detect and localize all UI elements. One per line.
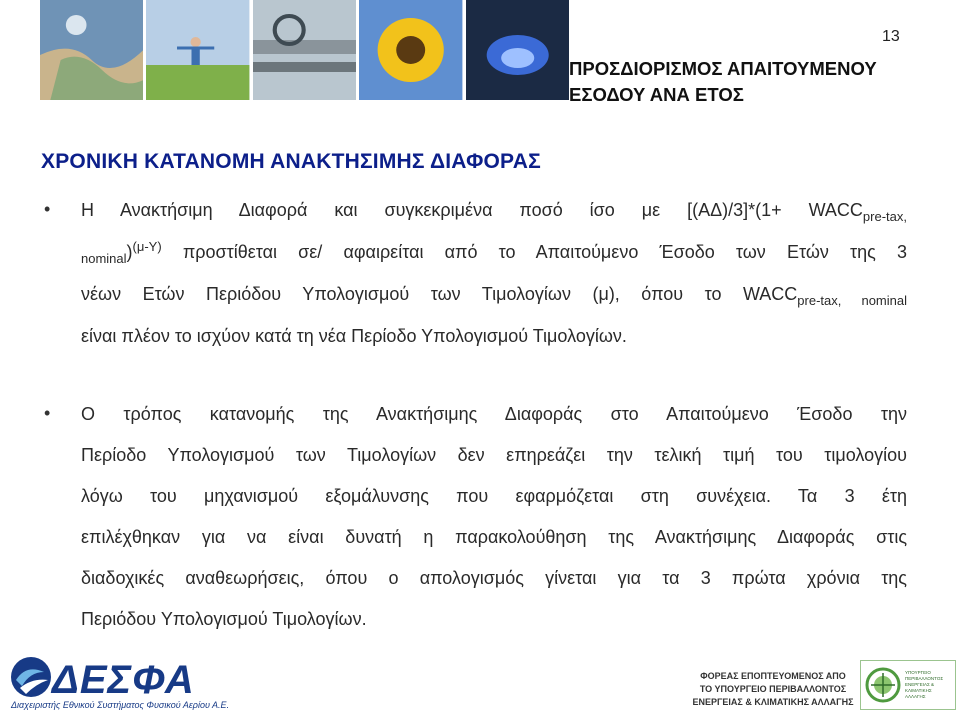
photo-coastline	[40, 0, 143, 100]
desfa-tagline: Διαχειριστής Εθνικού Συστήματος Φυσικού Αερίου Α.Ε.	[11, 700, 230, 710]
photo-child-field	[146, 0, 249, 100]
ministry-caption: ΥΠΟΥΡΓΕΙΟ ΠΕΡΙΒΑΛΛΟΝΤΟΣ ΕΝΕΡΓΕΙΑΣ & ΚΛΙΜΑΤΙΚΗΣ ΑΛΛΑΓΗΣ	[905, 670, 944, 699]
page-title-line2: ΕΣΟΔΟΥ ΑΝΑ ΕΤΟΣ	[569, 84, 744, 105]
regulator-line: ΦΟΡΕΑΣ ΕΠΟΠΤΕΥΟΜΕΝΟΣ ΑΠΟ	[700, 671, 846, 681]
paragraph1-line3: νέων Ετών Περιόδου Υπολογισμού των Τιμολογίων (μ), όπου το $WACC_{pre-tax, nominal}$	[81, 284, 907, 308]
bullet-marker: •	[44, 199, 51, 219]
desfa-logo	[8, 654, 230, 716]
paragraph1-line4: είναι πλέον το ισχύον κατά τη νέα Περίοδο Υπολογισμού Τιμολογίων.	[81, 326, 627, 346]
section-title: ΧΡΟΝΙΚΗ ΚΑΤΑΝΟΜΗ ΑΝΑΚΤΗΣΙΜΗΣ ΔΙΑΦΟΡΑΣ	[41, 150, 541, 173]
regulator-line: ΕΝΕΡΓΕΙΑΣ & ΚΛΙΜΑΤΙΚΗΣ ΑΛΛΑΓΗΣ	[692, 697, 854, 707]
paragraph2-line: Ο τρόπος κατανομής της Ανακτήσιμης Διαφοράς στο Απαιτούμενο Έσοδο την	[81, 404, 907, 424]
regulator-caption	[688, 670, 858, 709]
page-title	[569, 56, 949, 108]
paragraph-allocation-method	[81, 394, 907, 640]
ministry-emblem-icon	[865, 667, 901, 703]
header-photo-strip	[40, 0, 569, 100]
paragraph2-line: Περιόδου Υπολογισμού Τιμολογίων.	[81, 609, 367, 629]
paragraph2-line: λόγω του μηχανισμού εξομάλυνσης που εφαρμόζεται στη συνέχεια. Τα 3 έτη	[81, 486, 907, 506]
photo-gas-flame	[466, 0, 569, 100]
paragraph1-line2: $_{nominal}$)$^{(\mu-\Upsilon)}$ προστίθεται σε/ αφαιρείται από το Απαιτούμενο Έσοδο των Ετών της 3	[81, 239, 907, 266]
desfa-wordmark: ΔΕΣΦΑ	[52, 658, 195, 702]
ministry-logo	[860, 660, 956, 710]
paragraph-recoverable-difference	[81, 190, 907, 357]
photo-sunflower	[359, 0, 462, 100]
page-title-line1: ΠΡΟΣΔΙΟΡΙΣΜΟΣ ΑΠΑΙΤΟΥΜΕΝΟΥ	[569, 58, 877, 79]
photo-pipes-valve	[253, 0, 356, 100]
paragraph2-line: διαδοχικές αναθεωρήσεις, όπου ο απολογισμός γίνεται για τα 3 πρώτα χρόνια της	[81, 568, 907, 588]
bullet-marker: •	[44, 403, 51, 423]
paragraph2-line: επιλέχθηκαν για να είναι δυνατή η παρακολούθηση της Ανακτήσιμης Διαφοράς στις	[81, 527, 907, 547]
regulator-line: ΤΟ ΥΠΟΥΡΓΕΙΟ ΠΕΡΙΒΑΛΛΟΝΤΟΣ	[699, 684, 847, 694]
paragraph2-line: Περίοδο Υπολογισμού των Τιμολογίων δεν επηρεάζει την τελική τιμή του τιμολογίου	[81, 445, 907, 465]
paragraph1-line1: Η Ανακτήσιμη Διαφορά και συγκεκριμένα ποσό ίσο με $[(A\Delta)/3]*(1+ WACC_{pre-tax,}$	[81, 200, 907, 224]
desfa-swirl-icon	[8, 654, 54, 700]
page-number: 13	[882, 28, 900, 45]
